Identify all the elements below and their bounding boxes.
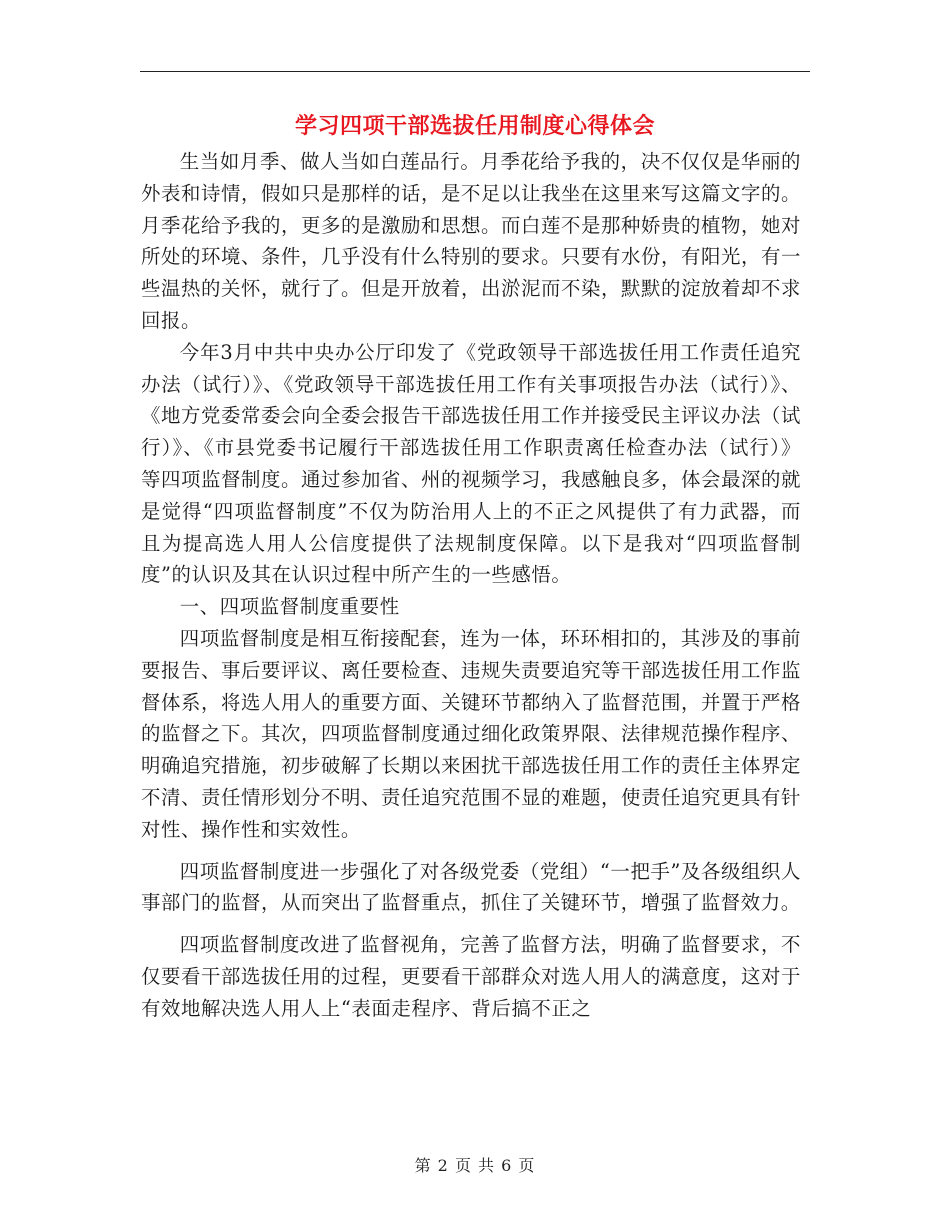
paragraph: 四项监督制度进一步强化了对各级党委（党组）“一把手”及各级组织人事部门的监督，从而突出了监督重点，抓住了关键环节，增强了监督效力。 <box>141 859 801 915</box>
paragraph: 今年3月中共中央办公厅印发了《党政领导干部选拔任用工作责任追究办法（试行）》、《党政领导干部选拔任用工作有关事项报告办法（试行）》、《地方党委常委会向全委会报告干部选拔任用工作并接受民主评议办法（试行）》、《市县党委书记履行干部选拔任用工作职责离任检查办法（试行）》等四项监督制度。通过参加省、州的视频学习，我感触良多，体会最深的就是觉得“四项监督制度”不仅为防治用人上的不正之风提供了有力武器，而且为提高选人用人公信度提供了法规制度保障。以下是我对“四项监督制度”的认识及其在认识过程中所产生的一些感悟。 <box>141 340 801 587</box>
document-body <box>141 146 801 1025</box>
paragraph: 四项监督制度改进了监督视角，完善了监督方法，明确了监督要求，不仅要看干部选拔任用的过程，更要看干部群众对选人用人的满意度，这对于有效地解决选人用人上“表面走程序、背后搞不正之 <box>141 933 801 1020</box>
document-title: 学习四项干部选拔任用制度心得体会 <box>294 113 655 139</box>
paragraph: 四项监督制度是相互衔接配套，连为一体，环环相扣的，其涉及的事前要报告、事后要评议、离任要检查、违规失责要追究等干部选拔任用工作监督体系，将选人用人的重要方面、关键环节都纳入了监督范围，并置于严格的监督之下。其次，四项监督制度通过细化政策界限、法律规范操作程序、明确追究措施，初步破解了长期以来困扰干部选拔任用工作的责任主体界定不清、责任情形划分不明、责任追究范围不显的难题，使责任追究更具有针对性、操作性和实效性。 <box>141 626 801 841</box>
page-number: 第 2 页 共 6 页 <box>414 1156 536 1175</box>
header-rule <box>140 71 810 72</box>
paragraph: 生当如月季、做人当如白莲品行。月季花给予我的，决不仅仅是华丽的外表和诗情，假如只是那样的话，是不足以让我坐在这里来写这篇文字的。月季花给予我的，更多的是激励和思想。而白莲不是那种娇贵的植物，她对所处的环境、条件，几乎没有什么特别的要求。只要有水份，有阳光，有一些温热的关怀，就行了。但是开放着，出淤泥而不染，默默的淀放着却不求回报。 <box>141 150 801 332</box>
section-heading: 一、四项监督制度重要性 <box>179 595 400 619</box>
